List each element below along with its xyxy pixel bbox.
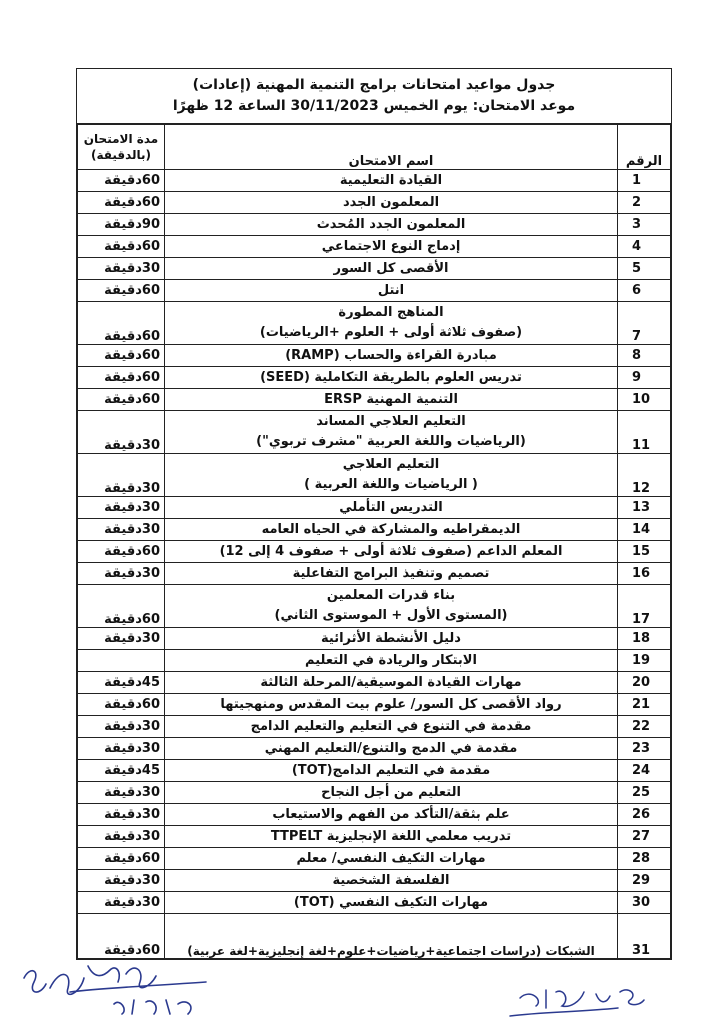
exam-duration: 60دقيقة bbox=[78, 848, 165, 870]
row-number bbox=[618, 563, 671, 585]
table-row bbox=[78, 694, 671, 716]
exam-duration: 30دقيقة bbox=[78, 738, 165, 760]
row-number bbox=[618, 411, 671, 454]
table-row bbox=[78, 302, 671, 345]
exam-name-cell bbox=[165, 870, 618, 892]
exam-name-cell bbox=[165, 258, 618, 280]
exam-name-cell bbox=[165, 497, 618, 519]
row-number bbox=[618, 236, 671, 258]
exam-name: القيادة التعليمية bbox=[339, 173, 443, 188]
row-number bbox=[618, 628, 671, 650]
exam-name: بناء قدرات المعلمين bbox=[326, 588, 456, 603]
row-number bbox=[618, 519, 671, 541]
exam-name: المعلمون الجدد bbox=[342, 195, 440, 210]
exam-name: علم بثقة/التأكد من الفهم والاستيعاب bbox=[272, 807, 510, 822]
table-row bbox=[78, 192, 671, 214]
exam-name-cell bbox=[165, 585, 618, 628]
exam-duration: 60دقيقة bbox=[78, 170, 165, 192]
table-row bbox=[78, 848, 671, 870]
table-row bbox=[78, 280, 671, 302]
exam-name-cell bbox=[165, 694, 618, 716]
exam-duration: 60دقيقة bbox=[78, 236, 165, 258]
row-number bbox=[618, 848, 671, 870]
table-row bbox=[78, 585, 671, 628]
exam-duration: 45دقيقة bbox=[78, 760, 165, 782]
row-number-text: 7 bbox=[632, 329, 642, 344]
row-number-text: 24 bbox=[632, 763, 651, 778]
exam-name-cell bbox=[165, 302, 618, 345]
exam-name: التعليم من أجل النجاح bbox=[321, 785, 461, 800]
exam-name: الشبكات (دراسات اجتماعية+رياضيات+علوم+لغة إنجليزية+لغة عربية) bbox=[187, 944, 595, 958]
exam-name-cell bbox=[165, 170, 618, 192]
row-number bbox=[618, 892, 671, 914]
table-row bbox=[78, 672, 671, 694]
table-row bbox=[78, 411, 671, 454]
exam-name: الابتكار والريادة في التعليم bbox=[305, 653, 477, 668]
exam-name: مهارات القيادة الموسيقية/المرحلة الثالثة bbox=[260, 675, 522, 690]
row-number bbox=[618, 585, 671, 628]
exam-name: دليل الأنشطة الأثرائية bbox=[321, 631, 461, 646]
exam-name-subline: (المستوى الأول + الموستوى الثاني) bbox=[274, 608, 508, 623]
exam-duration: 60دقيقة bbox=[78, 345, 165, 367]
exam-name-cell bbox=[165, 628, 618, 650]
table-row bbox=[78, 628, 671, 650]
exam-duration: 60دقيقة bbox=[78, 367, 165, 389]
row-number-text: 14 bbox=[632, 522, 651, 537]
exam-name-cell bbox=[165, 214, 618, 236]
exam-name-cell bbox=[165, 541, 618, 563]
table-row bbox=[78, 826, 671, 848]
exam-duration: 30دقيقة bbox=[78, 804, 165, 826]
table-row bbox=[78, 563, 671, 585]
row-number-text: 31 bbox=[632, 943, 651, 958]
exam-name-cell bbox=[165, 716, 618, 738]
table-row bbox=[78, 760, 671, 782]
exam-table bbox=[77, 124, 671, 959]
title-block bbox=[77, 69, 671, 124]
header-number: الرقم bbox=[618, 125, 671, 170]
exam-name: إدماج النوع الاجتماعي bbox=[321, 239, 461, 254]
exam-name-subline: (الرياضيات واللغة العربية "مشرف تربوي") bbox=[256, 434, 526, 449]
row-number-text: 4 bbox=[632, 239, 642, 254]
exam-name: مهارات التكيف النفسي (TOT) bbox=[293, 895, 489, 910]
exam-name: رواد الأقصى كل السور/ علوم بيت المقدس ومنهجيتها bbox=[220, 697, 562, 712]
exam-name: المعلمون الجدد المُحدث bbox=[316, 217, 466, 232]
table-row bbox=[78, 870, 671, 892]
exam-name: الديمقراطيه والمشاركة في الحياه العامه bbox=[261, 522, 521, 537]
row-number-text: 12 bbox=[632, 481, 651, 496]
exam-name-cell bbox=[165, 411, 618, 454]
row-number-text: 5 bbox=[632, 261, 642, 276]
exam-duration: 90دقيقة bbox=[78, 214, 165, 236]
exam-duration: 60دقيقة bbox=[78, 302, 165, 345]
row-number bbox=[618, 804, 671, 826]
exam-duration bbox=[78, 650, 165, 672]
exam-duration: 30دقيقة bbox=[78, 411, 165, 454]
row-number-text: 13 bbox=[632, 500, 651, 515]
exam-name-cell bbox=[165, 848, 618, 870]
exam-name-cell bbox=[165, 236, 618, 258]
row-number-text: 15 bbox=[632, 544, 651, 559]
exam-duration: 30دقيقة bbox=[78, 892, 165, 914]
header-duration-line2: (بالدقيقة) bbox=[90, 148, 152, 162]
row-number bbox=[618, 192, 671, 214]
exam-name: التدريس التأملي bbox=[339, 500, 443, 515]
exam-schedule-sheet bbox=[76, 68, 672, 960]
exam-name: تصميم وتنفيذ البرامج التفاعلية bbox=[292, 566, 490, 581]
document-title: جدول مواعيد امتحانات برامج التنمية المهنية (إعادات) bbox=[192, 77, 556, 93]
row-number bbox=[618, 650, 671, 672]
exam-name-subline: ( الرياضيات واللغة العربية ) bbox=[304, 477, 478, 492]
exam-duration: 60دقيقة bbox=[78, 914, 165, 959]
table-row bbox=[78, 782, 671, 804]
table-row bbox=[78, 738, 671, 760]
row-number-text: 19 bbox=[632, 653, 651, 668]
exam-name-subline: (صفوف ثلاثة أولى + العلوم +الرياضيات) bbox=[259, 325, 523, 340]
exam-duration: 30دقيقة bbox=[78, 563, 165, 585]
header-duration-line1: مدة الامتحان bbox=[83, 132, 159, 146]
exam-name: مقدمة في التنوع في التعليم والتعليم الدامج bbox=[250, 719, 532, 734]
exam-name-cell bbox=[165, 280, 618, 302]
exam-name-cell bbox=[165, 782, 618, 804]
row-number bbox=[618, 389, 671, 411]
row-number-text: 8 bbox=[632, 348, 642, 363]
exam-name: المناهج المطورة bbox=[338, 305, 444, 320]
exam-duration: 60دقيقة bbox=[78, 192, 165, 214]
table-row bbox=[78, 497, 671, 519]
table-row bbox=[78, 367, 671, 389]
table-row bbox=[78, 519, 671, 541]
row-number-text: 2 bbox=[632, 195, 642, 210]
table-row bbox=[78, 541, 671, 563]
table-row bbox=[78, 454, 671, 497]
exam-duration: 30دقيقة bbox=[78, 454, 165, 497]
row-number bbox=[618, 672, 671, 694]
exam-name-cell bbox=[165, 650, 618, 672]
row-number-text: 20 bbox=[632, 675, 651, 690]
exam-duration: 30دقيقة bbox=[78, 716, 165, 738]
row-number-text: 1 bbox=[632, 173, 642, 188]
table-row bbox=[78, 170, 671, 192]
exam-name: تدريس العلوم بالطريقة التكاملية (SEED) bbox=[260, 370, 522, 385]
row-number-text: 10 bbox=[632, 392, 651, 407]
row-number bbox=[618, 258, 671, 280]
row-number-text: 27 bbox=[632, 829, 651, 844]
exam-name: مقدمة في الدمج والتنوع/التعليم المهني bbox=[264, 741, 518, 756]
exam-duration: 60دقيقة bbox=[78, 585, 165, 628]
exam-name-cell bbox=[165, 192, 618, 214]
row-number bbox=[618, 170, 671, 192]
table-row bbox=[78, 804, 671, 826]
row-number bbox=[618, 214, 671, 236]
row-number-text: 3 bbox=[632, 217, 642, 232]
table-row bbox=[78, 892, 671, 914]
exam-name: التعليم العلاجي المساند bbox=[316, 414, 466, 429]
row-number bbox=[618, 367, 671, 389]
exam-duration: 30دقيقة bbox=[78, 782, 165, 804]
row-number-text: 30 bbox=[632, 895, 651, 910]
row-number-text: 29 bbox=[632, 873, 651, 888]
row-number-text: 17 bbox=[632, 612, 651, 627]
row-number-text: 23 bbox=[632, 741, 651, 756]
table-row bbox=[78, 236, 671, 258]
row-number bbox=[618, 497, 671, 519]
handwritten-signature-left bbox=[10, 948, 250, 1020]
exam-name: التعليم العلاجي bbox=[342, 457, 440, 472]
row-number bbox=[618, 782, 671, 804]
row-number bbox=[618, 716, 671, 738]
exam-name-cell bbox=[165, 760, 618, 782]
row-number-text: 28 bbox=[632, 851, 651, 866]
row-number-text: 18 bbox=[632, 631, 651, 646]
row-number-text: 21 bbox=[632, 697, 651, 712]
exam-name-cell bbox=[165, 389, 618, 411]
exam-duration: 60دقيقة bbox=[78, 389, 165, 411]
exam-name: التنمية المهنية ERSP bbox=[324, 392, 458, 407]
row-number bbox=[618, 694, 671, 716]
exam-duration: 30دقيقة bbox=[78, 258, 165, 280]
row-number bbox=[618, 345, 671, 367]
row-number-text: 22 bbox=[632, 719, 651, 734]
exam-duration: 30دقيقة bbox=[78, 628, 165, 650]
exam-name: مقدمة في التعليم الدامج(TOT) bbox=[291, 763, 491, 778]
exam-name-cell bbox=[165, 826, 618, 848]
header-duration bbox=[78, 125, 165, 170]
exam-name-cell bbox=[165, 892, 618, 914]
table-row bbox=[78, 650, 671, 672]
exam-name: الأقصى كل السور bbox=[333, 261, 449, 276]
row-number-text: 6 bbox=[632, 283, 642, 298]
exam-name-cell bbox=[165, 367, 618, 389]
exam-duration: 60دقيقة bbox=[78, 694, 165, 716]
row-number bbox=[618, 870, 671, 892]
exam-name-cell bbox=[165, 519, 618, 541]
exam-duration: 30دقيقة bbox=[78, 497, 165, 519]
row-number bbox=[618, 454, 671, 497]
exam-name-cell bbox=[165, 738, 618, 760]
exam-name-cell bbox=[165, 672, 618, 694]
exam-name-cell bbox=[165, 563, 618, 585]
exam-duration: 30دقيقة bbox=[78, 870, 165, 892]
exam-name: المعلم الداعم (صفوف ثلاثة أولى + صفوف 4 إلى 12) bbox=[219, 544, 563, 559]
exam-duration: 60دقيقة bbox=[78, 541, 165, 563]
row-number-text: 25 bbox=[632, 785, 651, 800]
exam-name-cell bbox=[165, 454, 618, 497]
handwritten-signature-right bbox=[500, 978, 650, 1024]
exam-name: الفلسفة الشخصية bbox=[332, 873, 450, 888]
exam-date-line: موعد الامتحان: يوم الخميس 30/11/2023 الساعة 12 ظهرًا bbox=[172, 98, 576, 114]
exam-name: انتل bbox=[377, 283, 405, 298]
exam-duration: 45دقيقة bbox=[78, 672, 165, 694]
table-row bbox=[78, 716, 671, 738]
table-row bbox=[78, 345, 671, 367]
table-header-row bbox=[78, 125, 671, 170]
exam-name: مبادرة القراءة والحساب (RAMP) bbox=[285, 348, 497, 363]
row-number-text: 11 bbox=[632, 438, 651, 453]
exam-duration: 30دقيقة bbox=[78, 519, 165, 541]
row-number bbox=[618, 826, 671, 848]
row-number bbox=[618, 738, 671, 760]
row-number-text: 16 bbox=[632, 566, 651, 581]
row-number bbox=[618, 541, 671, 563]
exam-duration: 30دقيقة bbox=[78, 826, 165, 848]
exam-name: تدريب معلمي اللغة الإنجليزية TTPELT bbox=[270, 829, 512, 844]
exam-duration: 60دقيقة bbox=[78, 280, 165, 302]
exam-name-cell bbox=[165, 804, 618, 826]
row-number bbox=[618, 302, 671, 345]
header-exam-name: اسم الامتحان bbox=[165, 125, 618, 170]
row-number bbox=[618, 280, 671, 302]
table-row bbox=[78, 214, 671, 236]
row-number bbox=[618, 914, 671, 959]
row-number bbox=[618, 760, 671, 782]
table-row bbox=[78, 258, 671, 280]
table-row bbox=[78, 389, 671, 411]
row-number-text: 9 bbox=[632, 370, 642, 385]
exam-name-cell bbox=[165, 345, 618, 367]
exam-name: مهارات التكيف النفسي/ معلم bbox=[296, 851, 486, 866]
row-number-text: 26 bbox=[632, 807, 651, 822]
